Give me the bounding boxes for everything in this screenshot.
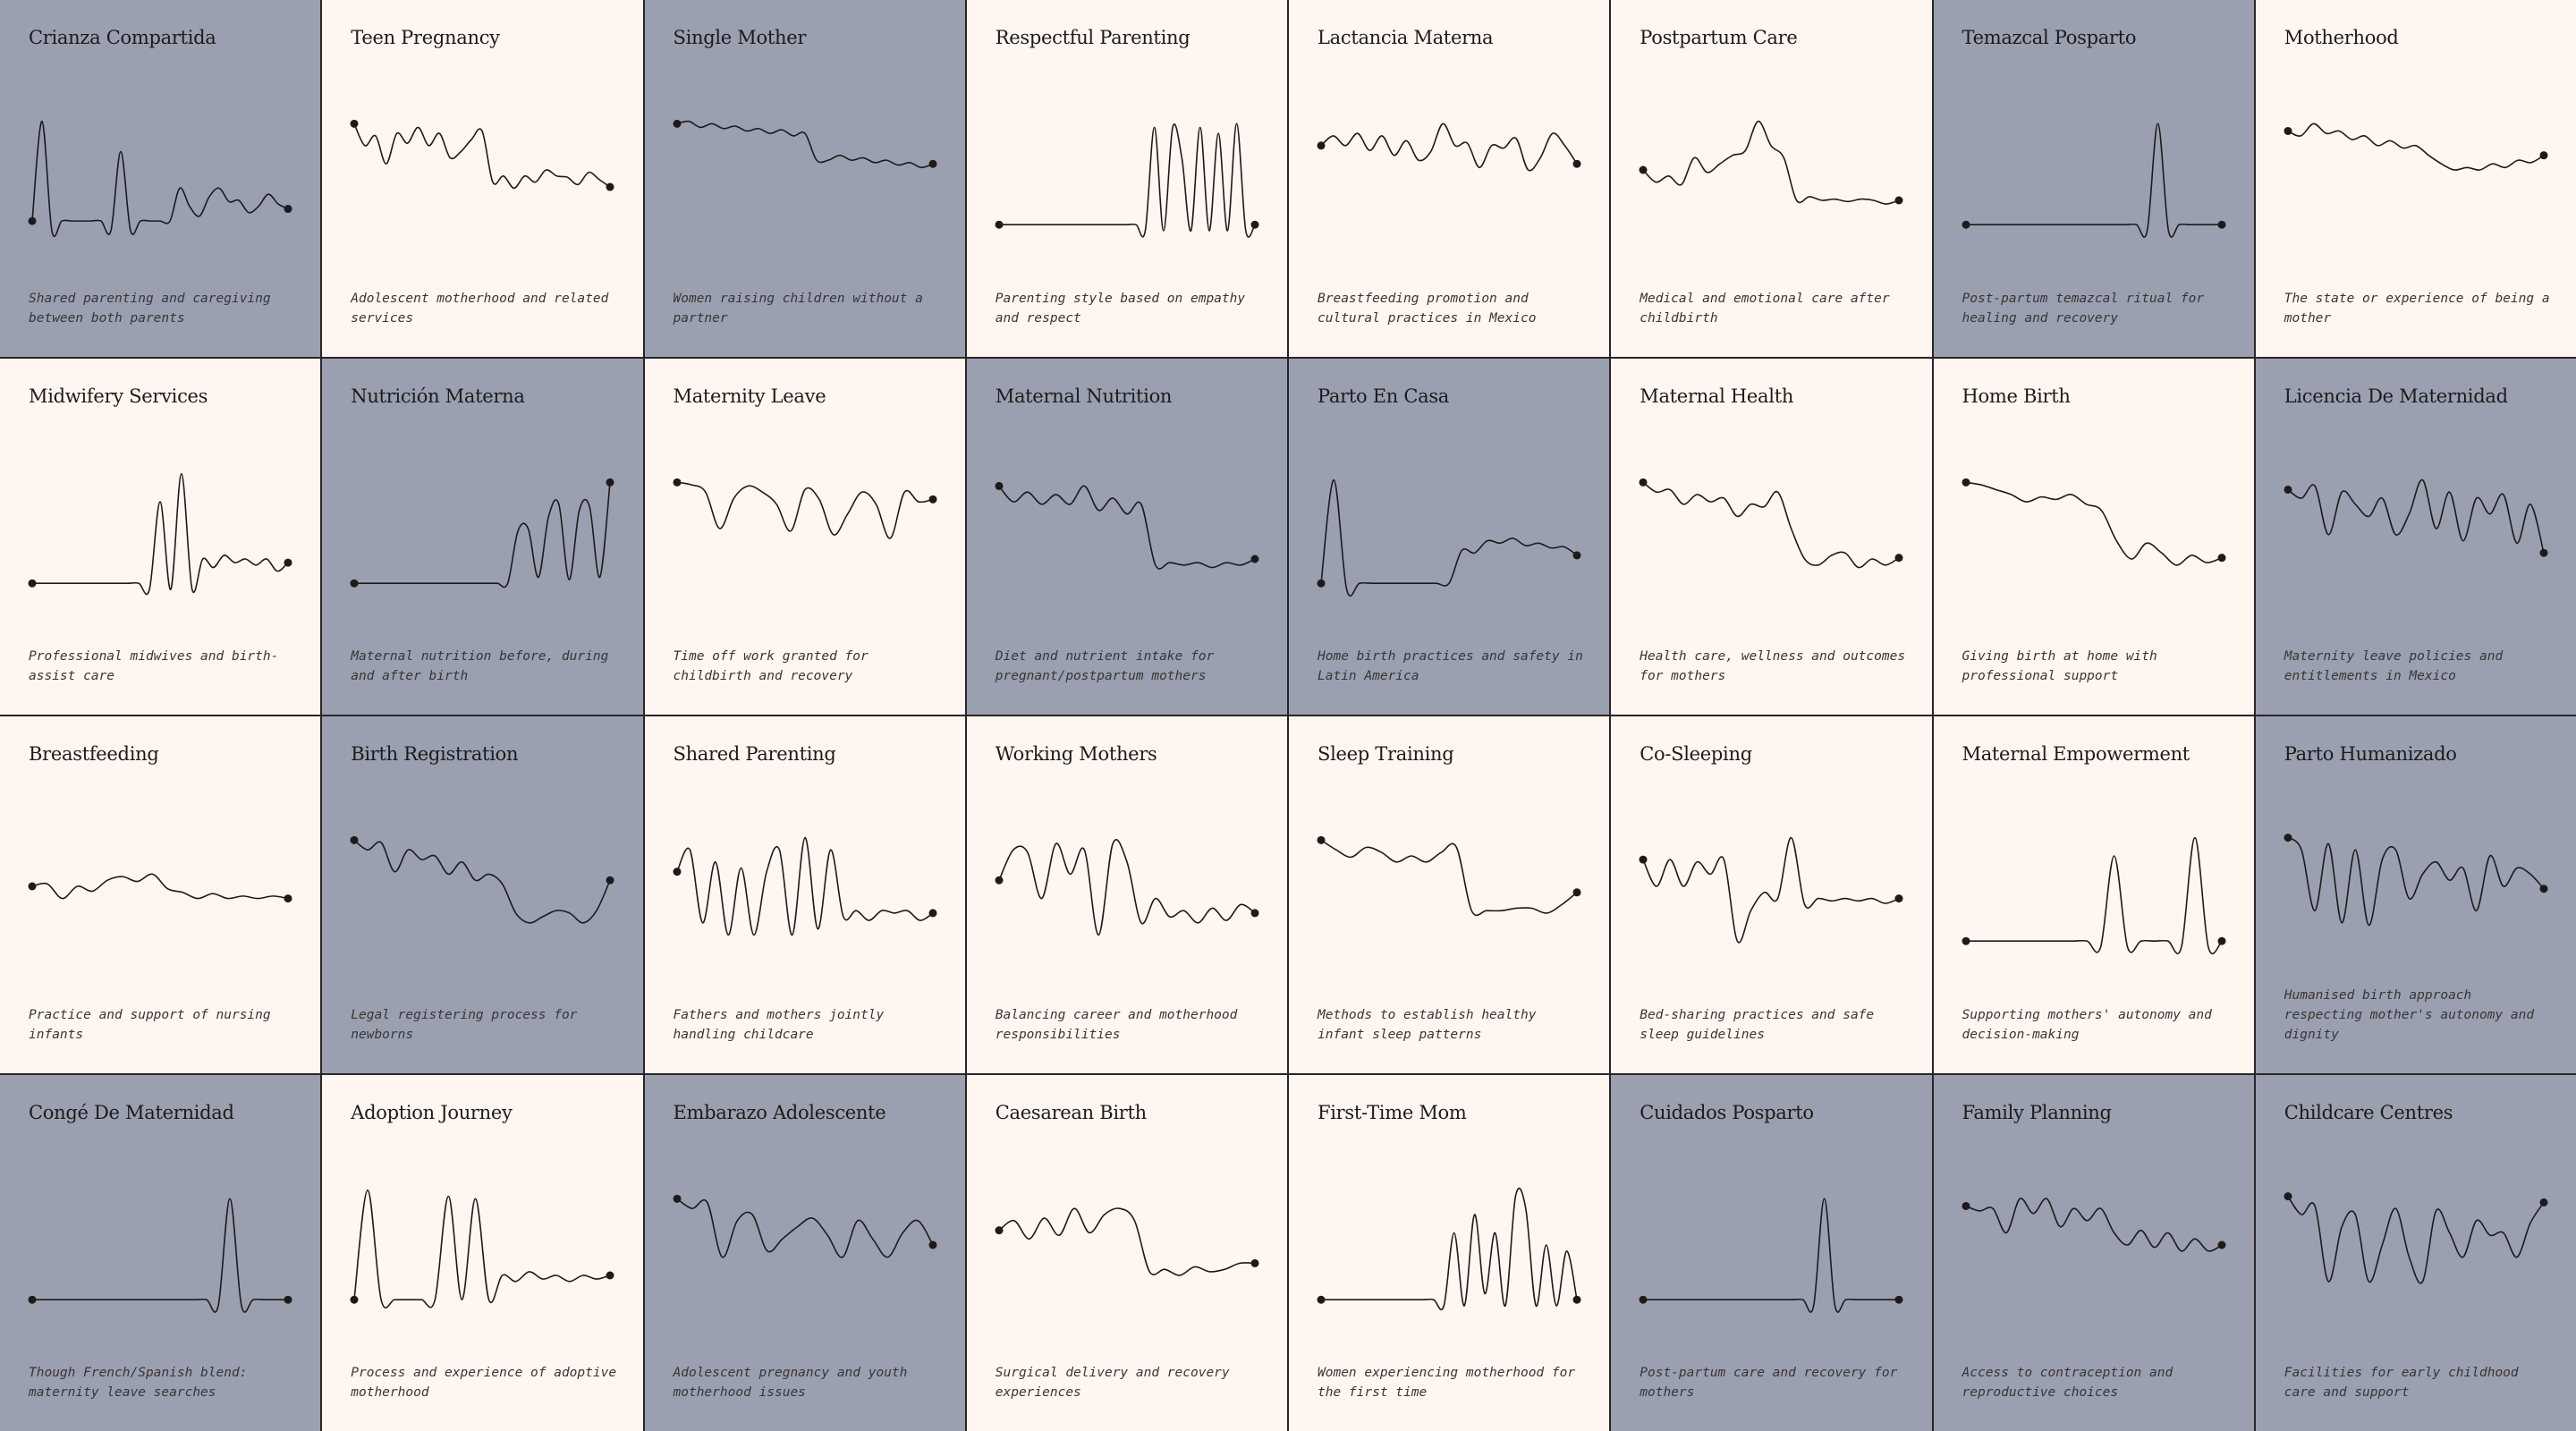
trend-start-dot xyxy=(29,217,37,225)
trend-end-dot xyxy=(2217,937,2225,945)
trend-start-dot xyxy=(673,868,681,876)
trend-end-dot xyxy=(606,1271,614,1279)
trend-end-dot xyxy=(606,183,614,191)
trend-start-dot xyxy=(1962,221,1970,229)
trend-start-dot xyxy=(351,836,359,844)
trend-line xyxy=(2288,1196,2544,1283)
trend-end-dot xyxy=(1895,894,1903,902)
trend-end-dot xyxy=(1573,551,1581,559)
card-title: First-Time Mom xyxy=(1318,1101,1467,1123)
card-description: Bed-sharing practices and safe sleep guidelines xyxy=(1640,1007,1875,1042)
trend-line xyxy=(1321,840,1577,915)
trend-end-dot xyxy=(1250,221,1258,229)
card-title: Sleep Training xyxy=(1318,743,1454,765)
trend-end-dot xyxy=(2539,548,2547,556)
topic-card[interactable] xyxy=(1611,359,1931,716)
topic-card[interactable] xyxy=(967,1075,1287,1431)
trend-line xyxy=(354,123,610,188)
card-title: Licencia De Maternidad xyxy=(2284,385,2508,407)
topic-card[interactable] xyxy=(1289,716,1609,1073)
card-description: Adolescent pregnancy and youth motherhood issues xyxy=(673,1366,908,1400)
trend-end-dot xyxy=(1250,555,1258,563)
card-title: Maternal Empowerment xyxy=(1962,743,2190,765)
topic-card[interactable] xyxy=(967,716,1287,1073)
trend-start-dot xyxy=(1318,141,1326,149)
trend-end-dot xyxy=(928,160,936,168)
topic-card[interactable] xyxy=(0,0,320,357)
topic-card[interactable] xyxy=(645,359,965,716)
card-title: Postpartum Care xyxy=(1640,27,1798,48)
card-title: Shared Parenting xyxy=(673,743,836,765)
topic-card[interactable] xyxy=(2256,359,2576,716)
trend-line xyxy=(1966,482,2222,564)
card-description: Medical and emotional care after childbirth xyxy=(1640,291,1890,326)
card-description: The state or experience of being a mother xyxy=(2284,291,2550,326)
trend-start-dot xyxy=(995,221,1003,229)
card-description: Humanised birth approach respecting mother's autonomy and dignity xyxy=(2284,987,2535,1042)
trend-line xyxy=(677,121,933,167)
trend-start-dot xyxy=(351,120,359,128)
card-description: Breastfeeding promotion and cultural practices in Mexico xyxy=(1318,291,1537,326)
trend-end-dot xyxy=(606,478,614,486)
trend-end-dot xyxy=(1895,197,1903,205)
trend-line xyxy=(1321,1188,1577,1309)
card-description: Giving birth at home with professional support xyxy=(1962,649,2157,683)
trend-line xyxy=(999,123,1255,237)
topic-card[interactable] xyxy=(967,359,1287,716)
trend-end-dot xyxy=(2217,221,2225,229)
card-description: Practice and support of nursing infants xyxy=(29,1007,271,1042)
trend-end-dot xyxy=(1895,554,1903,562)
trend-line xyxy=(354,1190,610,1307)
trend-line xyxy=(677,838,933,936)
topic-card[interactable] xyxy=(322,716,642,1073)
card-description: Parenting style based on empathy and respect xyxy=(995,291,1246,326)
trend-line xyxy=(354,482,610,587)
topic-card[interactable] xyxy=(1289,359,1609,716)
trend-end-dot xyxy=(284,1295,292,1303)
topic-card[interactable] xyxy=(1934,0,2254,357)
trend-end-dot xyxy=(2539,1198,2547,1206)
trend-end-dot xyxy=(2539,151,2547,159)
card-title: Maternal Nutrition xyxy=(995,385,1173,407)
trend-line xyxy=(1966,123,2222,237)
topic-card[interactable] xyxy=(1934,359,2254,716)
card-title: Breastfeeding xyxy=(29,743,159,765)
trend-end-dot xyxy=(2539,885,2547,893)
card-title: Midwifery Services xyxy=(29,385,208,407)
trend-end-dot xyxy=(928,1240,936,1249)
trend-end-dot xyxy=(928,909,936,917)
card-title: Teen Pregnancy xyxy=(351,27,500,48)
trend-start-dot xyxy=(1962,937,1970,945)
card-description: Shared parenting and caregiving between both parents xyxy=(29,291,271,326)
trend-start-dot xyxy=(995,876,1003,885)
trend-start-dot xyxy=(1962,478,1970,486)
trend-line xyxy=(1966,1198,2222,1250)
trend-end-dot xyxy=(1573,160,1581,168)
trend-start-dot xyxy=(2284,1192,2292,1200)
trend-line xyxy=(999,840,1255,936)
card-description: Balancing career and motherhood responsibilities xyxy=(995,1007,1238,1042)
card-description: Maternal nutrition before, during and after birth xyxy=(351,649,609,683)
trend-start-dot xyxy=(1640,478,1648,486)
card-title: Temazcal Posparto xyxy=(1962,27,2137,48)
card-description: Access to contraception and reproductive choices xyxy=(1962,1366,2174,1400)
trend-line xyxy=(32,473,288,594)
topic-card[interactable] xyxy=(1611,1075,1931,1431)
card-title: Childcare Centres xyxy=(2284,1101,2453,1123)
trend-line xyxy=(1643,122,1899,205)
trend-line xyxy=(2288,838,2544,926)
card-description: Home birth practices and safety in Latin America xyxy=(1318,649,1583,683)
topic-card[interactable] xyxy=(0,359,320,716)
trend-end-dot xyxy=(2217,554,2225,562)
trend-start-dot xyxy=(351,579,359,587)
card-title: Parto En Casa xyxy=(1318,385,1450,407)
card-title: Co-Sleeping xyxy=(1640,743,1752,765)
card-title: Lactancia Materna xyxy=(1318,27,1494,48)
trend-line xyxy=(354,840,610,923)
trend-end-dot xyxy=(1895,1295,1903,1303)
trend-line xyxy=(2288,479,2544,553)
card-description: Post-partum temazcal ritual for healing and recovery xyxy=(1962,291,2205,326)
trend-line xyxy=(32,874,288,898)
card-description: Health care, wellness and outcomes for mothers xyxy=(1640,649,1906,683)
card-title: Adoption Journey xyxy=(351,1101,513,1123)
trend-end-dot xyxy=(284,894,292,902)
topic-card[interactable] xyxy=(0,716,320,1073)
card-description: Fathers and mothers jointly handling childcare xyxy=(673,1007,885,1042)
trend-start-dot xyxy=(29,883,37,891)
trend-start-dot xyxy=(1318,836,1326,844)
card-title: Embarazo Adolescente xyxy=(673,1101,886,1123)
card-description: Though French/Spanish blend: maternity leave searches xyxy=(29,1366,248,1400)
trend-line xyxy=(1643,838,1899,943)
trend-start-dot xyxy=(673,1194,681,1202)
trend-start-dot xyxy=(1640,856,1648,864)
trend-end-dot xyxy=(606,876,614,885)
card-title: Crianza Compartida xyxy=(29,27,216,48)
topic-card[interactable] xyxy=(1934,716,2254,1073)
card-description: Post-partum care and recovery for mothers xyxy=(1640,1366,1898,1400)
trend-start-dot xyxy=(2284,485,2292,493)
card-description: Supporting mothers' autonomy and decision-making xyxy=(1962,1007,2212,1042)
trend-line xyxy=(999,1207,1255,1274)
trend-end-dot xyxy=(1573,1295,1581,1303)
card-title: Congé De Maternidad xyxy=(29,1101,234,1123)
topic-card[interactable] xyxy=(645,0,965,357)
topic-card[interactable] xyxy=(645,716,965,1073)
trend-line xyxy=(1966,838,2222,954)
card-description: Process and experience of adoptive motherhood xyxy=(351,1366,617,1400)
trend-line xyxy=(1321,123,1577,170)
trend-start-dot xyxy=(1318,579,1326,587)
topic-card[interactable] xyxy=(322,0,642,357)
card-description: Facilities for early childhood care and support xyxy=(2284,1366,2519,1400)
card-title: Maternity Leave xyxy=(673,385,826,407)
trend-end-dot xyxy=(1250,1258,1258,1266)
card-title: Maternal Health xyxy=(1640,385,1794,407)
trend-start-dot xyxy=(2284,834,2292,842)
trend-start-dot xyxy=(351,1295,359,1303)
card-title: Birth Registration xyxy=(351,743,519,765)
trend-start-dot xyxy=(673,478,681,486)
card-description: Legal registering process for newborns xyxy=(351,1007,578,1042)
trend-end-dot xyxy=(1573,888,1581,896)
card-title: Respectful Parenting xyxy=(995,27,1191,48)
card-description: Adolescent motherhood and related services xyxy=(351,291,609,326)
card-description: Methods to establish healthy infant sleep patterns xyxy=(1318,1007,1537,1042)
card-title: Working Mothers xyxy=(995,743,1157,765)
trend-start-dot xyxy=(2284,127,2292,135)
card-description: Women experiencing motherhood for the first time xyxy=(1318,1366,1576,1400)
card-description: Surgical delivery and recovery experiences xyxy=(995,1366,1230,1400)
card-description: Women raising children without a partner xyxy=(673,291,923,326)
card-description: Time off work granted for childbirth and recovery xyxy=(673,649,869,683)
card-title: Motherhood xyxy=(2284,27,2399,48)
card-title: Family Planning xyxy=(1962,1101,2112,1123)
card-title: Caesarean Birth xyxy=(995,1101,1147,1123)
trend-line xyxy=(1321,479,1577,596)
trend-start-dot xyxy=(29,579,37,587)
topic-card[interactable] xyxy=(322,1075,642,1431)
topic-card[interactable] xyxy=(967,0,1287,357)
trend-end-dot xyxy=(284,205,292,213)
card-description: Diet and nutrient intake for pregnant/postpartum mothers xyxy=(995,649,1215,683)
card-description: Maternity leave policies and entitlements in Mexico xyxy=(2284,649,2504,683)
trend-line xyxy=(32,122,288,237)
trend-start-dot xyxy=(1318,1295,1326,1303)
trend-start-dot xyxy=(1962,1201,1970,1209)
trend-start-dot xyxy=(1640,166,1648,174)
trend-start-dot xyxy=(995,481,1003,489)
trend-line xyxy=(2288,123,2544,170)
trend-end-dot xyxy=(928,495,936,503)
card-title: Cuidados Posparto xyxy=(1640,1101,1814,1123)
topic-card[interactable] xyxy=(1289,0,1609,357)
trend-end-dot xyxy=(2217,1240,2225,1249)
topic-card[interactable] xyxy=(1611,0,1931,357)
topic-card[interactable] xyxy=(2256,716,2576,1073)
trend-end-dot xyxy=(284,558,292,566)
trend-end-dot xyxy=(1250,909,1258,917)
card-title: Home Birth xyxy=(1962,385,2071,407)
trend-line xyxy=(32,1198,288,1312)
trend-line xyxy=(1643,1198,1899,1312)
card-title: Nutrición Materna xyxy=(351,385,525,407)
topic-card[interactable] xyxy=(2256,0,2576,357)
topic-card[interactable] xyxy=(1934,1075,2254,1431)
card-title: Parto Humanizado xyxy=(2284,743,2457,765)
topic-card[interactable] xyxy=(645,1075,965,1431)
trend-start-dot xyxy=(673,120,681,128)
trend-start-dot xyxy=(29,1295,37,1303)
trend-start-dot xyxy=(995,1226,1003,1234)
trend-line xyxy=(1643,482,1899,567)
topic-card[interactable] xyxy=(0,1075,320,1431)
topic-card[interactable] xyxy=(322,359,642,716)
trend-line xyxy=(677,1198,933,1257)
topic-card[interactable] xyxy=(1289,1075,1609,1431)
topic-card[interactable] xyxy=(2256,1075,2576,1431)
card-description: Professional midwives and birth-assist care xyxy=(29,649,279,683)
card-title: Single Mother xyxy=(673,27,807,48)
topic-card[interactable] xyxy=(1611,716,1931,1073)
trend-line xyxy=(999,486,1255,569)
trend-line xyxy=(677,482,933,538)
trend-start-dot xyxy=(1640,1295,1648,1303)
